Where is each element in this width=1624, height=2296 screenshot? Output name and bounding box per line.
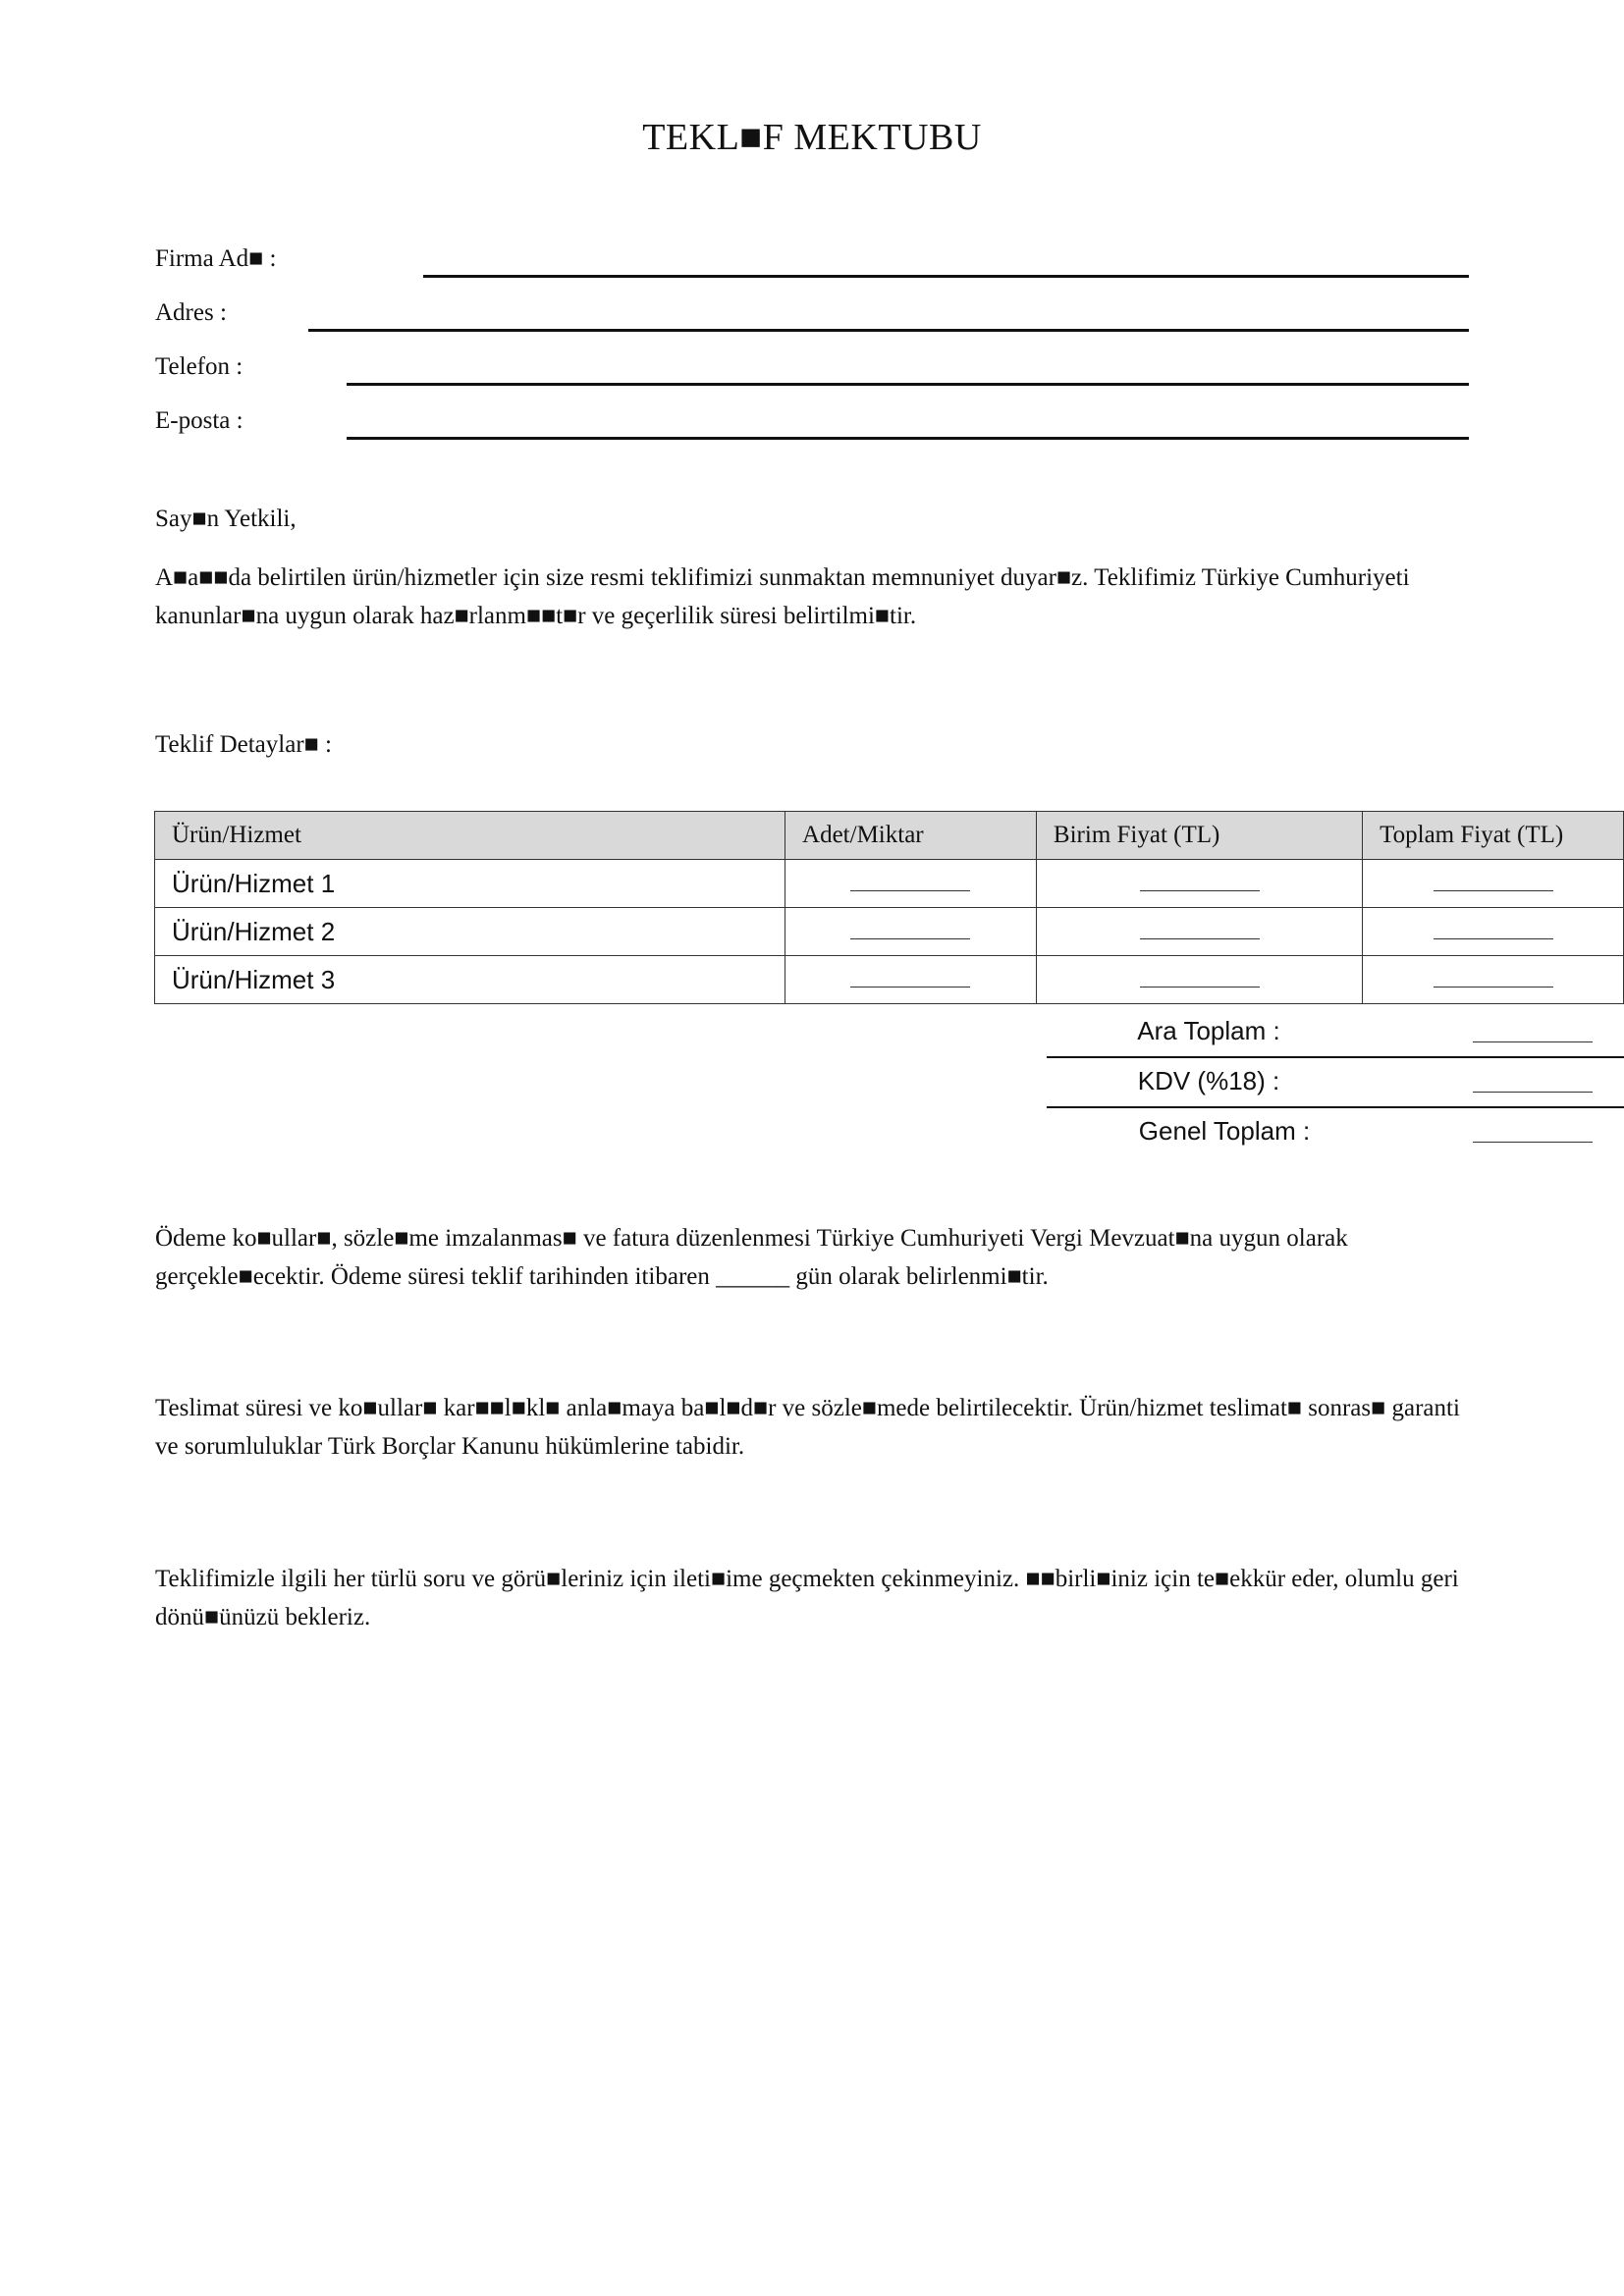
offer-table: [154, 811, 1624, 1004]
intro-paragraph: A■a■■da belirtilen ürün/hizmetler için size resmi teklifimizi sunmaktan memnuniyet duyar■z. Teklifimiz Türkiye Cumhuriyeti kanunlar■na uygun olarak haz■rlanm■■t■r ve geçerlilik süresi belirtilmi■tir.: [155, 564, 1410, 629]
email-line[interactable]: [347, 437, 1469, 440]
vat-blank[interactable]: [1473, 1092, 1593, 1093]
details-label: Teklif Detaylar■ :: [155, 731, 332, 758]
address-label: Adres :: [155, 299, 227, 326]
total-price-blank[interactable]: [1363, 860, 1624, 908]
quantity-blank[interactable]: [785, 860, 1037, 908]
phone-line[interactable]: [347, 383, 1469, 386]
address-line[interactable]: [308, 329, 1469, 332]
company-name-label: Firma Ad■ :: [155, 245, 277, 272]
subtotal-blank[interactable]: [1473, 1041, 1593, 1042]
vat-label: KDV (%18) :: [1137, 1066, 1280, 1095]
phone-label: Telefon :: [155, 353, 244, 380]
payment-paragraph: Ödeme ko■ullar■, sözle■me imzalanmas■ ve fatura düzenlenmesi Türkiye Cumhuriyeti Vergi Mevzuat■na uygun olarak gerçekle■ecektir. Ödeme süresi teklif tarihinden itibaren ______ gün olarak belirlenmi■tir.: [155, 1225, 1348, 1290]
grand-total-label: Genel Toplam :: [1138, 1116, 1311, 1146]
unit-price-blank[interactable]: [1036, 908, 1362, 956]
email-label: E-posta :: [155, 407, 244, 434]
table-header-row: [155, 812, 1624, 860]
table-row: [155, 908, 1624, 956]
header-total-price: Toplam Fiyat (TL): [1363, 812, 1624, 860]
unit-price-blank[interactable]: [1036, 956, 1362, 1004]
total-price-blank[interactable]: [1363, 908, 1624, 956]
subtotal-row: [1047, 1008, 1624, 1058]
table-row: [155, 956, 1624, 1004]
document-title: TEKL■F MEKTUBU: [642, 117, 982, 158]
product-cell: Ürün/Hizmet 1: [155, 860, 785, 908]
header-quantity: Adet/Miktar: [785, 812, 1037, 860]
header-unit-price: Birim Fiyat (TL): [1036, 812, 1362, 860]
header-product: Ürün/Hizmet: [155, 812, 785, 860]
quantity-blank[interactable]: [785, 956, 1037, 1004]
grand-total-row: [1047, 1108, 1624, 1156]
product-cell: Ürün/Hizmet 3: [155, 956, 785, 1004]
quantity-blank[interactable]: [785, 908, 1037, 956]
greeting: Say■n Yetkili,: [155, 506, 297, 532]
totals-block: [1047, 1008, 1624, 1156]
subtotal-label: Ara Toplam :: [1137, 1016, 1280, 1045]
closing-paragraph: Teklifimizle ilgili her türlü soru ve görü■leriniz için ileti■ime geçmekten çekinmeyiniz. ■■birli■iniz için te■ekkür eder, olumlu geri dönü■ünüzü bekleriz.: [155, 1566, 1459, 1630]
delivery-paragraph: Teslimat süresi ve ko■ullar■ kar■■l■kl■ anla■maya ba■l■d■r ve sözle■mede belirtilecektir. Ürün/hizmet teslimat■ sonras■ garanti ve sorumluluklar Türk Borçlar Kanunu hükümlerine tabidir.: [155, 1395, 1460, 1460]
unit-price-blank[interactable]: [1036, 860, 1362, 908]
product-cell: Ürün/Hizmet 2: [155, 908, 785, 956]
company-name-line[interactable]: [423, 275, 1469, 278]
vat-row: [1047, 1058, 1624, 1108]
table-row: [155, 860, 1624, 908]
grand-total-blank[interactable]: [1473, 1142, 1593, 1143]
total-price-blank[interactable]: [1363, 956, 1624, 1004]
